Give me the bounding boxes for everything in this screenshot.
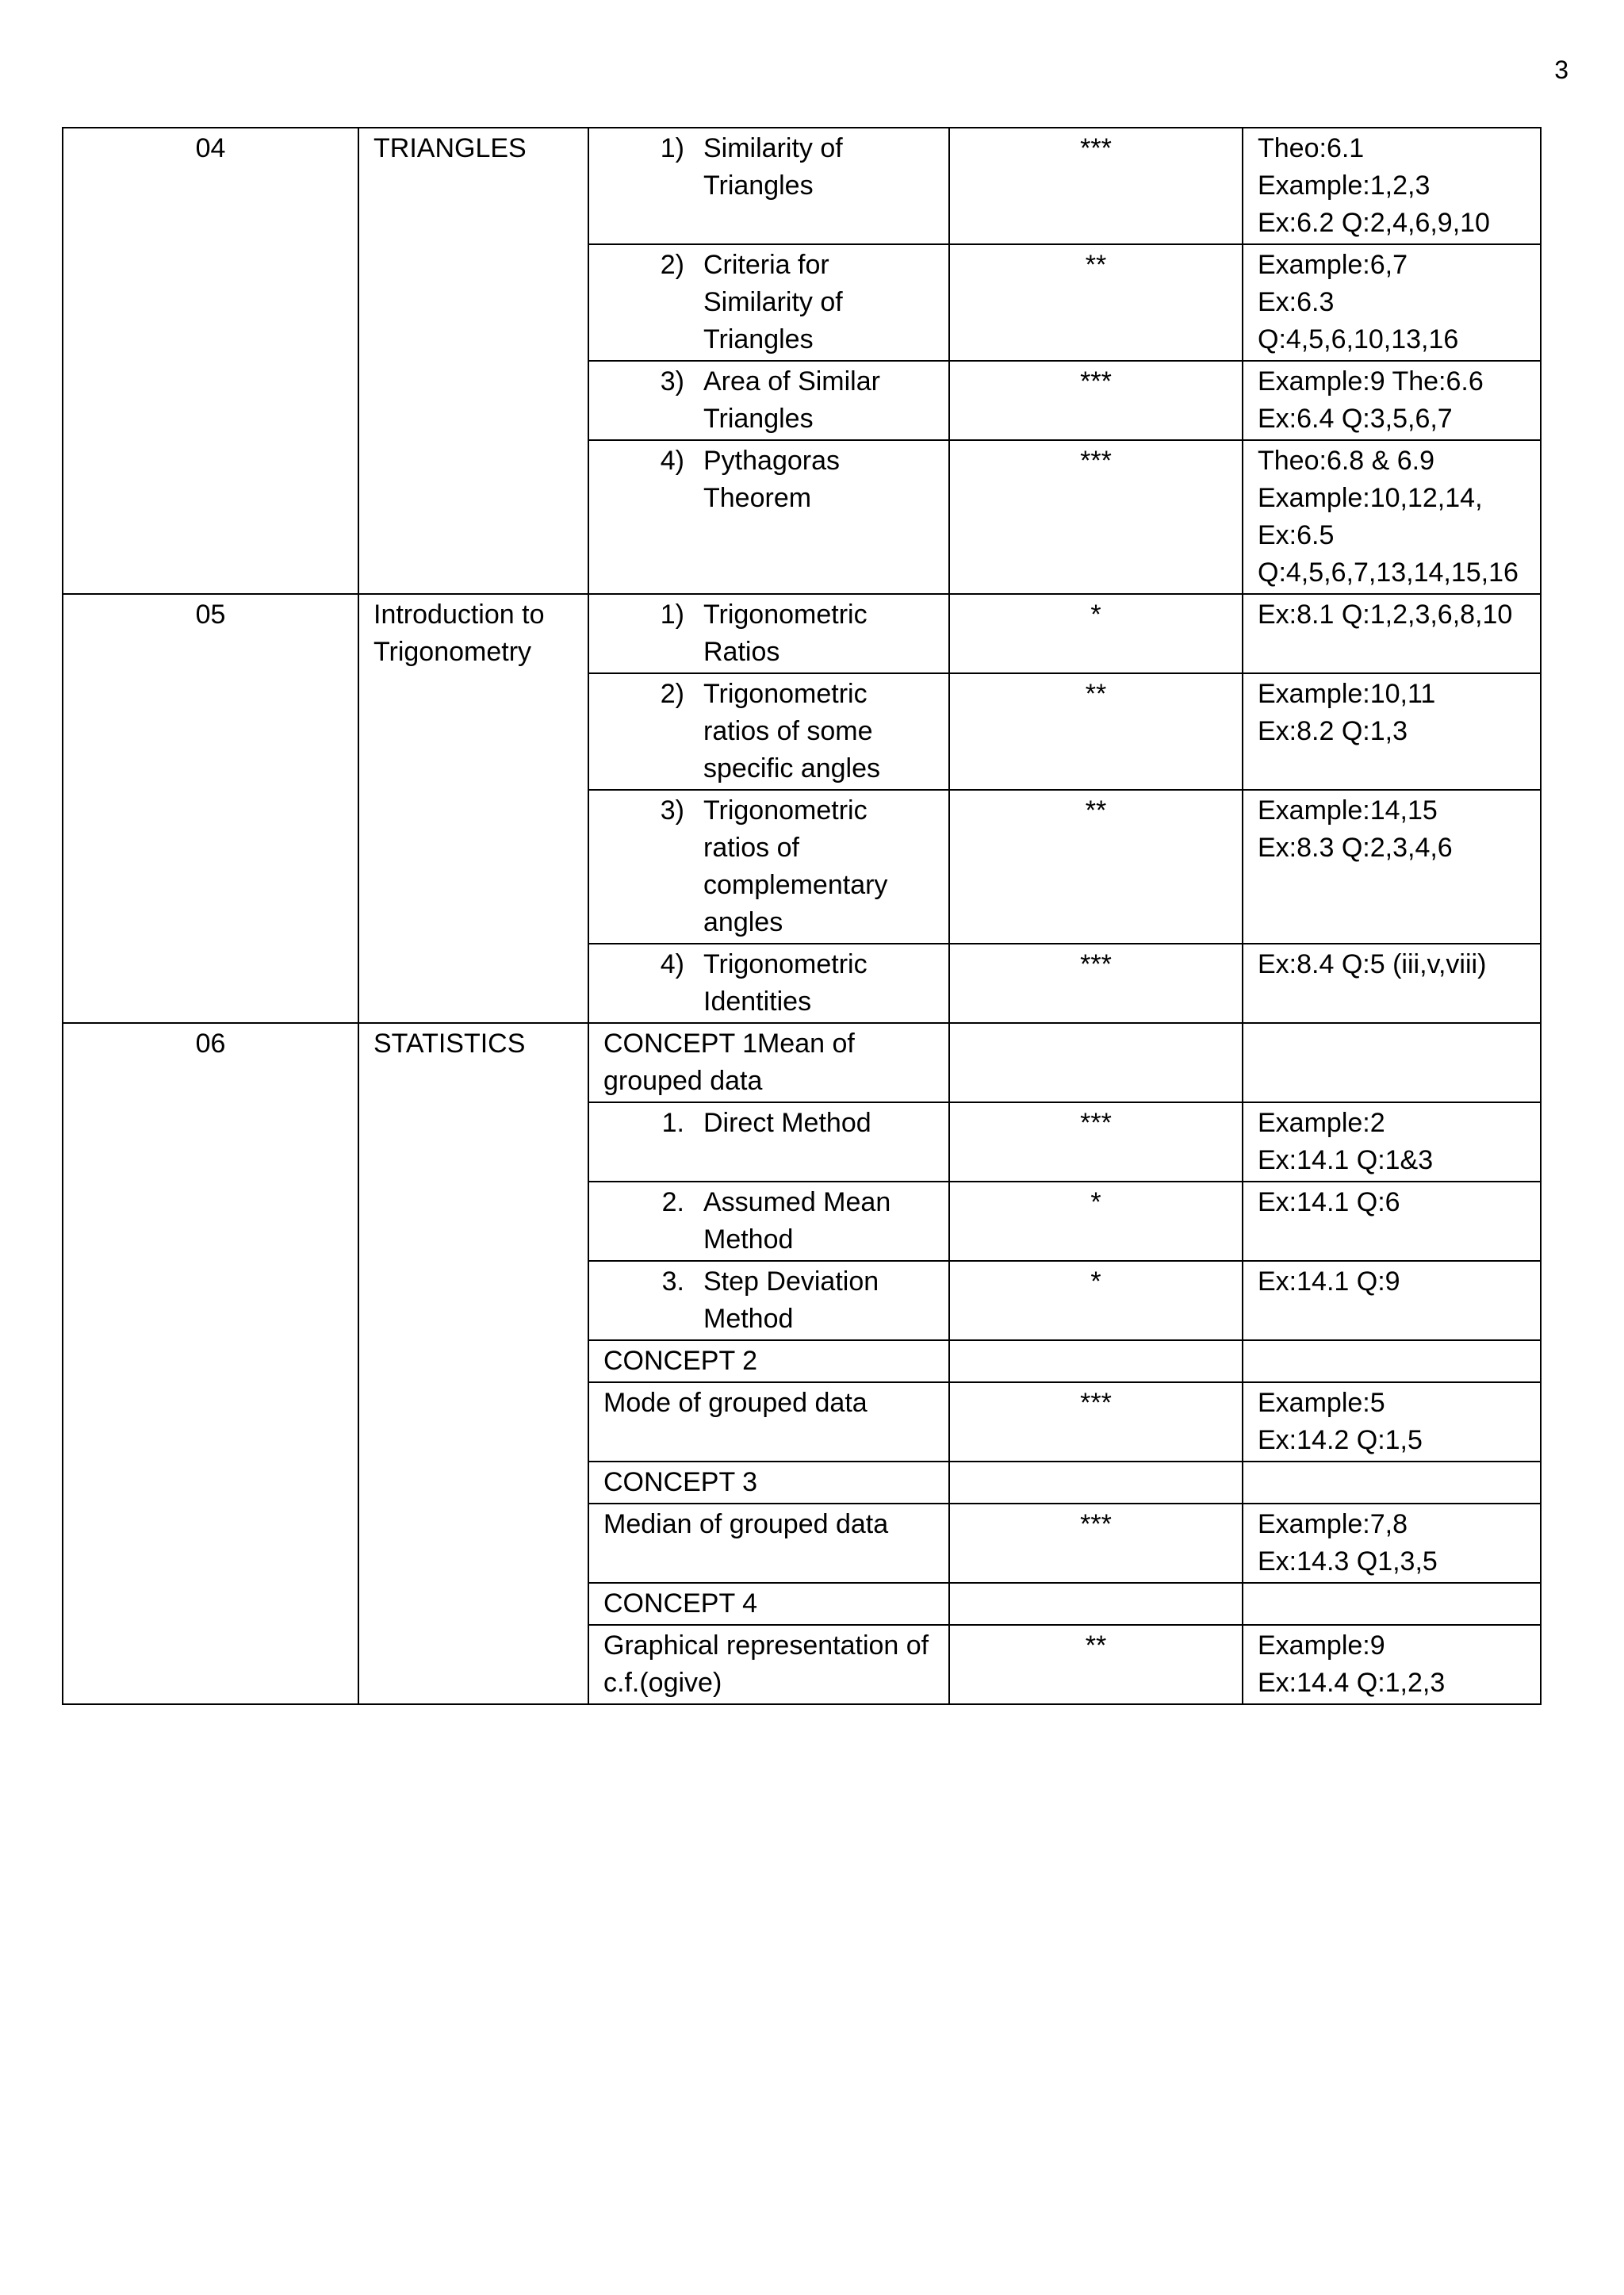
reference-cell	[1243, 1504, 1541, 1583]
reference-line: Q:4,5,6,10,13,16	[1258, 324, 1459, 354]
topic-item	[603, 676, 934, 787]
importance-stars: ***	[949, 128, 1243, 244]
reference-line: Ex:6.4 Q:3,5,6,7	[1258, 404, 1453, 434]
reference-cell	[1243, 1583, 1541, 1625]
reference-line: Example:10,12,14,	[1258, 483, 1483, 513]
unit-name: Introduction to Trigonometry	[358, 594, 588, 1023]
reference-line: Example:9 The:6.6	[1258, 366, 1484, 397]
reference-line: Example:14,15	[1258, 795, 1438, 826]
table-row	[63, 594, 1541, 673]
reference-line: Ex:14.2 Q:1,5	[1258, 1425, 1423, 1455]
importance-stars: ***	[949, 1382, 1243, 1462]
topic-cell	[588, 1182, 949, 1261]
reference-line: Theo:6.8 & 6.9	[1258, 446, 1435, 476]
topic-number: 3)	[660, 795, 684, 826]
topic-number: 2)	[660, 250, 684, 280]
topic-item	[603, 792, 934, 941]
topic-item	[603, 247, 934, 358]
topic-text: Trigonometric Identities	[703, 949, 868, 1017]
importance-stars: ***	[949, 944, 1243, 1023]
reference-cell	[1243, 1102, 1541, 1182]
reference-cell	[1243, 128, 1541, 244]
importance-stars: ***	[949, 1102, 1243, 1182]
topic-number: 1)	[660, 600, 684, 630]
topic-number: 3)	[660, 366, 684, 397]
topic-cell	[588, 128, 949, 244]
table-row	[63, 128, 1541, 244]
topic-cell: Mode of grouped data	[588, 1382, 949, 1462]
reference-cell	[1243, 673, 1541, 790]
topic-item	[603, 1105, 934, 1142]
reference-cell	[1243, 1261, 1541, 1340]
reference-cell	[1243, 244, 1541, 361]
page-number: 3	[1554, 56, 1568, 84]
unit-name: STATISTICS	[358, 1023, 588, 1704]
importance-stars: **	[949, 244, 1243, 361]
topic-number: 2.	[661, 1187, 684, 1217]
reference-line: Ex:8.3 Q:2,3,4,6	[1258, 833, 1453, 863]
reference-line: Ex:8.1 Q:1,2,3,6,8,10	[1258, 600, 1513, 630]
reference-cell	[1243, 1023, 1541, 1102]
reference-line: Q:4,5,6,7,13,14,15,16	[1258, 557, 1519, 588]
importance-stars: *	[949, 1182, 1243, 1261]
topic-number: 3.	[661, 1266, 684, 1297]
topic-text: Area of Similar Triangles	[703, 366, 880, 434]
topic-item	[603, 363, 934, 438]
reference-cell	[1243, 1340, 1541, 1382]
topic-item	[603, 1184, 934, 1259]
topic-cell	[588, 1261, 949, 1340]
importance-stars: ***	[949, 1504, 1243, 1583]
reference-cell	[1243, 1625, 1541, 1704]
importance-stars	[949, 1340, 1243, 1382]
topic-cell	[588, 944, 949, 1023]
topic-cell	[588, 440, 949, 594]
topic-text: Step Deviation Method	[703, 1266, 879, 1334]
reference-line: Example:10,11	[1258, 679, 1436, 709]
reference-cell	[1243, 1462, 1541, 1504]
importance-stars: **	[949, 673, 1243, 790]
importance-stars: *	[949, 594, 1243, 673]
topic-item	[603, 443, 934, 517]
topic-cell	[588, 673, 949, 790]
reference-line: Example:7,8	[1258, 1509, 1408, 1539]
topic-cell: CONCEPT 3	[588, 1462, 949, 1504]
reference-line: Ex:8.4 Q:5 (iii,v,viii)	[1258, 949, 1487, 979]
topic-item	[603, 946, 934, 1021]
reference-line: Ex:14.3 Q1,3,5	[1258, 1546, 1438, 1577]
topic-cell: Median of grouped data	[588, 1504, 949, 1583]
topic-text: Trigonometric ratios of complementary angles	[703, 795, 888, 937]
importance-stars: **	[949, 1625, 1243, 1704]
topic-number: 1)	[660, 133, 684, 163]
topic-item	[603, 1263, 934, 1338]
reference-line: Example:6,7	[1258, 250, 1408, 280]
reference-cell	[1243, 361, 1541, 440]
topic-cell	[588, 594, 949, 673]
topic-cell: CONCEPT 1Mean of grouped data	[588, 1023, 949, 1102]
topic-cell	[588, 361, 949, 440]
reference-line: Example:1,2,3	[1258, 170, 1431, 201]
topic-text: Assumed Mean Method	[703, 1187, 891, 1255]
importance-stars: **	[949, 790, 1243, 944]
importance-stars: ***	[949, 361, 1243, 440]
reference-cell	[1243, 594, 1541, 673]
importance-stars: *	[949, 1261, 1243, 1340]
topic-text: Trigonometric Ratios	[703, 600, 868, 667]
topic-number: 4)	[660, 949, 684, 979]
topic-text: Trigonometric ratios of some specific angles	[703, 679, 881, 784]
reference-line: Ex:6.5	[1258, 520, 1335, 550]
reference-line: Ex:6.3	[1258, 287, 1335, 317]
unit-number: 04	[63, 128, 358, 594]
reference-line: Ex:14.4 Q:1,2,3	[1258, 1668, 1446, 1698]
reference-cell	[1243, 1382, 1541, 1462]
reference-cell	[1243, 440, 1541, 594]
reference-line: Theo:6.1	[1258, 133, 1365, 163]
syllabus-table	[62, 127, 1542, 1705]
importance-stars	[949, 1462, 1243, 1504]
topic-cell: Graphical representation of c.f.(ogive)	[588, 1625, 949, 1704]
table-row	[63, 1023, 1541, 1102]
reference-line: Ex:8.2 Q:1,3	[1258, 716, 1408, 746]
reference-line: Example:9	[1258, 1630, 1385, 1661]
reference-line: Example:5	[1258, 1388, 1385, 1418]
reference-line: Example:2	[1258, 1108, 1385, 1138]
topic-item	[603, 596, 934, 671]
reference-line: Ex:14.1 Q:6	[1258, 1187, 1400, 1217]
reference-line: Ex:14.1 Q:1&3	[1258, 1145, 1434, 1175]
importance-stars	[949, 1583, 1243, 1625]
reference-cell	[1243, 944, 1541, 1023]
topic-text: Similarity of Triangles	[703, 133, 843, 201]
topic-cell: CONCEPT 2	[588, 1340, 949, 1382]
reference-cell	[1243, 1182, 1541, 1261]
topic-number: 2)	[660, 679, 684, 709]
topic-item	[603, 130, 934, 205]
unit-name: TRIANGLES	[358, 128, 588, 594]
topic-cell	[588, 244, 949, 361]
topic-cell	[588, 790, 949, 944]
topic-number: 4)	[660, 446, 684, 476]
topic-cell	[588, 1102, 949, 1182]
topic-text: Criteria for Similarity of Triangles	[703, 250, 843, 354]
reference-line: Ex:6.2 Q:2,4,6,9,10	[1258, 208, 1490, 238]
importance-stars: ***	[949, 440, 1243, 594]
importance-stars	[949, 1023, 1243, 1102]
unit-number: 06	[63, 1023, 358, 1704]
topic-text: Pythagoras Theorem	[703, 446, 840, 513]
reference-cell	[1243, 790, 1541, 944]
topic-text: Direct Method	[703, 1108, 871, 1138]
reference-line: Ex:14.1 Q:9	[1258, 1266, 1400, 1297]
unit-number: 05	[63, 594, 358, 1023]
topic-number: 1.	[661, 1108, 684, 1138]
topic-cell: CONCEPT 4	[588, 1583, 949, 1625]
